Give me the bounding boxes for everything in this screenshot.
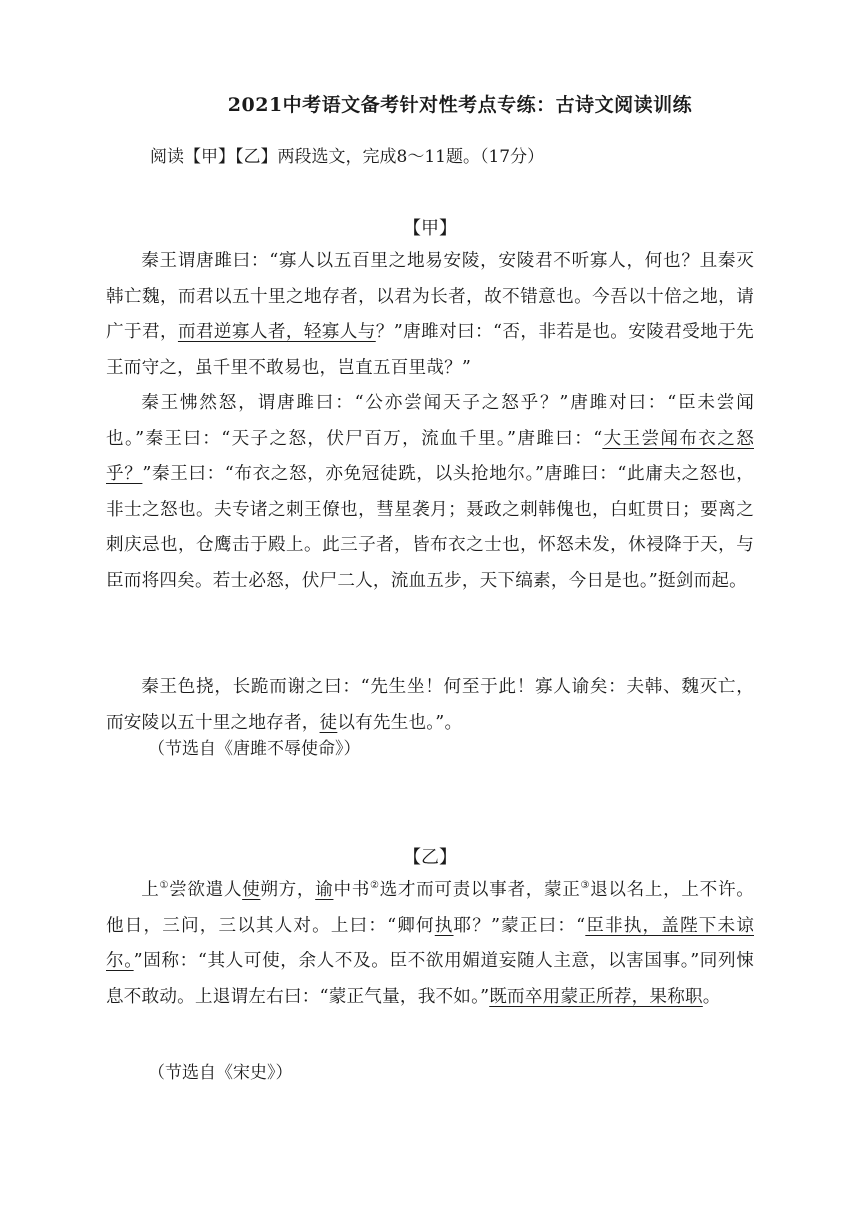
- section-yi-paragraph-1: [106, 873, 754, 1015]
- footnote-marker: ①: [159, 880, 170, 892]
- text-run: 尝欲遣人: [169, 880, 243, 900]
- text-run: ？”唐雎对曰：“否，非若是也。安陵君受地于先王而守之，虽千里不敢易也，岂直五百里哉？”: [106, 322, 754, 378]
- section-jia-paragraph-3: [106, 670, 754, 741]
- text-run: 朔方，: [260, 880, 316, 900]
- underlined-sentence: 既而卒用蒙正所荐，果称职: [489, 986, 703, 1007]
- underlined-word: 执: [434, 915, 454, 936]
- section-yi-source: （节选自《宋史》）: [148, 1063, 293, 1083]
- section-jia-paragraph-2: [106, 386, 754, 599]
- underlined-sentence: 大王尝闻布衣之怒乎？: [106, 428, 754, 484]
- section-jia-heading: 【甲】: [403, 218, 457, 239]
- text-run: ”秦王曰：“布衣之怒，亦免冠徒跣，以头抢地尔。”唐雎曰：“此庸夫之怒也，非士之怒也。夫专诸之刺王僚也，彗星袭月；聂政之刺韩傀也，白虹贯日；要离之刺庆忌也，仓鹰击于殿上。此三子者，皆布衣之士也，怀怒未发，休祲降于天，与臣而将四矣。若士必怒，伏尸二人，流血五步，天下缟素，今日是也。”挺剑而起。: [106, 464, 754, 591]
- underlined-word: 徒: [319, 712, 338, 733]
- underlined-sentence: 而君逆寡人者，轻寡人与: [177, 322, 376, 342]
- text-run: 。: [702, 986, 721, 1007]
- document-title: 2021中考语文备考针对性考点专练：古诗文阅读训练: [227, 94, 693, 116]
- text-run: 秦王谓唐雎曰：“寡人以五百里之地易安陵，安陵君不听寡人，何也？且秦灭韩亡魏，而君以五十里之地存者，以君为长者，故不错意也。今吾以十倍之地，请广于君，: [106, 251, 754, 342]
- section-yi-heading: 【乙】: [403, 847, 457, 868]
- text-run: ”固称：“其人可使，余人不及。臣不欲用媚道妄随人主意，以害国事。”同列悚息不敢动。上退谓左右曰：“蒙正气量，我不如。”: [106, 951, 755, 1007]
- section-jia-source: （节选自《唐雎不辱使命》）: [148, 739, 361, 759]
- underlined-word: 谕: [315, 880, 334, 900]
- text-run: 退以名上，上不许。他日，三问，三以其人对。上曰：“卿何: [106, 880, 754, 936]
- section-jia-paragraph-1: [106, 244, 754, 386]
- text-run: 秦王色挠，长跪而谢之曰：“先生坐！何至于此！寡人谕矣：夫韩、魏灭亡，而安陵以五十里之地存者，: [106, 677, 754, 733]
- underlined-sentence: 臣非执，盖陛下未谅尔。: [106, 915, 754, 971]
- text-run: 选才而可责以事者，蒙正: [379, 880, 581, 900]
- text-run: 耶？”蒙正曰：“: [453, 915, 586, 936]
- text-run: 秦王怫然怒，谓唐雎曰：“公亦尝闻天子之怒乎？”唐雎对曰：“臣未尝闻也。”秦王曰：“天子之怒，伏尸百万，流血千里。”唐雎曰：“: [106, 393, 754, 449]
- question-instruction: 阅读【甲】【乙】两段选文，完成8～11题。（17分）: [150, 147, 545, 167]
- footnote-marker: ③: [580, 880, 591, 892]
- text-run: 上: [141, 880, 160, 900]
- underlined-word: 使: [242, 880, 261, 900]
- footnote-marker: ②: [369, 880, 380, 892]
- text-run: 中书: [333, 880, 370, 900]
- text-run: 以有先生也。”。: [337, 712, 463, 733]
